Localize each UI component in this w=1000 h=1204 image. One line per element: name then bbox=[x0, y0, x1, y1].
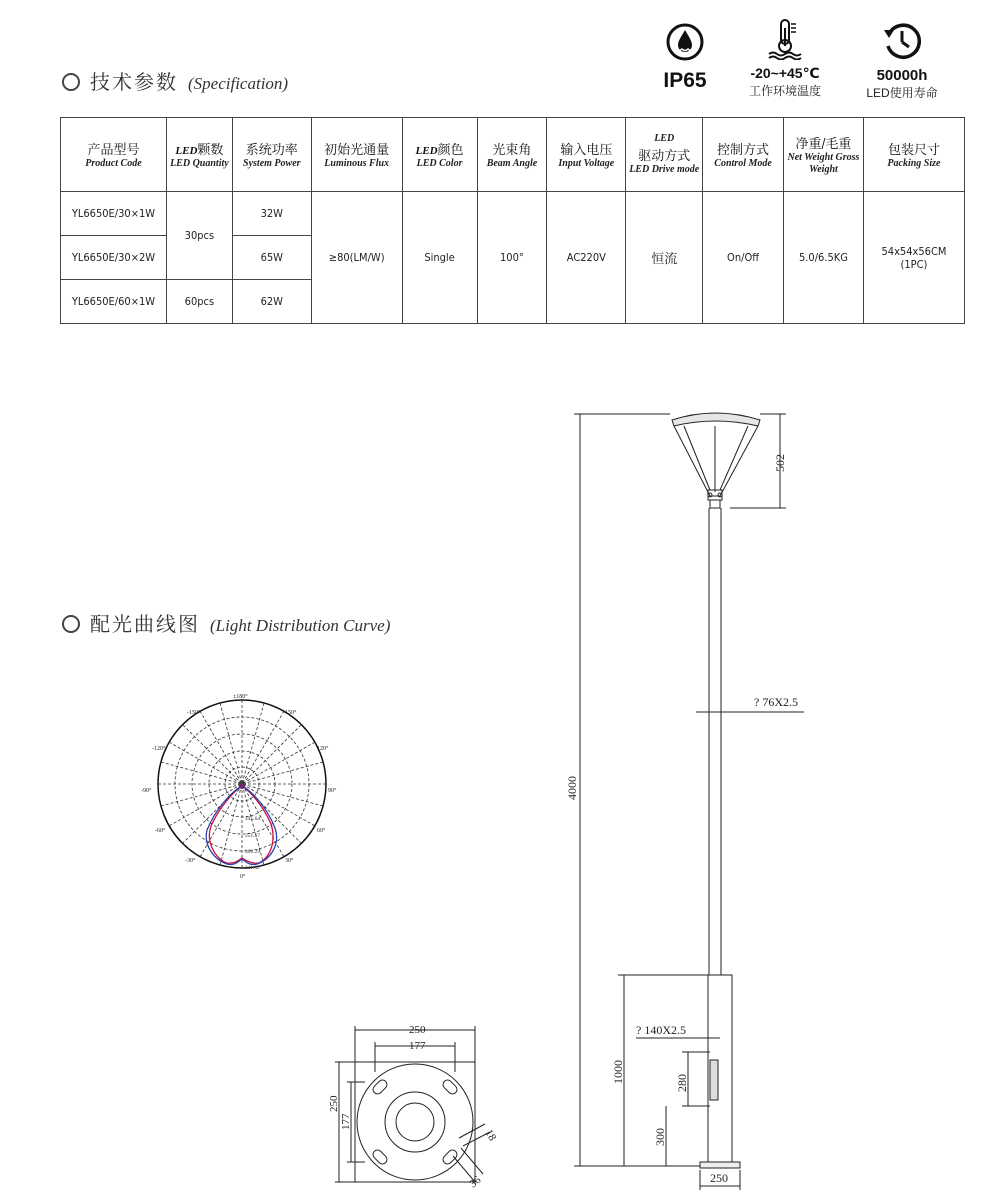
dim-upper-pipe: ? 76X2.5 bbox=[754, 695, 798, 709]
cell-product-code: YL6650E/30×1W bbox=[61, 192, 167, 236]
cell-drive: 恒流 bbox=[626, 192, 703, 324]
cell-control: On/Off bbox=[703, 192, 784, 324]
heading-circle-icon bbox=[62, 73, 80, 91]
cell-power: 62W bbox=[232, 280, 311, 324]
life-badge bbox=[852, 20, 952, 101]
dim-door-height: 280 bbox=[675, 1074, 689, 1092]
cell-flux: ≥80(LM/W) bbox=[311, 192, 402, 324]
curve-heading-en: (Light Distribution Curve) bbox=[210, 616, 391, 635]
header-input-voltage: 输入电压 Input Voltage bbox=[547, 118, 626, 192]
light-distribution-curve bbox=[135, 688, 345, 888]
pole-drawing bbox=[560, 400, 820, 1200]
dim-door-offset: 300 bbox=[653, 1128, 667, 1146]
curve-origin bbox=[239, 783, 245, 789]
header-weight: 净重/毛重 Net Weight Gross Weight bbox=[784, 118, 864, 192]
ip-rating: IP65 bbox=[663, 69, 707, 92]
dim-hole: 18 bbox=[482, 1127, 499, 1144]
ip-badge bbox=[650, 22, 720, 93]
header-led-quantity: LED颗数 LED Quantity bbox=[166, 118, 232, 192]
dim-head-height: 502 bbox=[773, 454, 787, 472]
table-row bbox=[61, 192, 965, 236]
angle-label: ±180° bbox=[233, 694, 248, 700]
angle-label: 90° bbox=[328, 788, 337, 794]
angle-label: -90° bbox=[141, 788, 152, 794]
dim-slot: 36 bbox=[467, 1174, 484, 1191]
life-hours: 50000h bbox=[876, 67, 928, 84]
clock-history-icon bbox=[881, 20, 923, 62]
cell-packing: 54x54x56CM (1PC) bbox=[863, 192, 964, 324]
temp-range: -20~+45℃ bbox=[750, 65, 820, 81]
spec-heading bbox=[62, 66, 288, 95]
curve-heading-cn: 配光曲线图 bbox=[90, 612, 200, 636]
ring-label: 251.57 bbox=[245, 833, 261, 839]
dim-base-width: 250 bbox=[710, 1171, 728, 1185]
dim-outer-height: 250 bbox=[328, 1095, 340, 1112]
angle-label: 150° bbox=[285, 710, 297, 716]
angle-label: -120° bbox=[152, 746, 166, 752]
spec-heading-cn: 技术参数 bbox=[90, 70, 178, 94]
cell-quantity: 30pcs bbox=[166, 192, 232, 280]
cell-weight: 5.0/6.5KG bbox=[784, 192, 864, 324]
angle-label: 60° bbox=[317, 828, 326, 834]
dim-inner-height: 177 bbox=[340, 1113, 352, 1130]
angle-label: 30° bbox=[285, 858, 294, 864]
header-drive-mode: LED 驱动方式 LED Drive mode bbox=[626, 118, 703, 192]
dim-outer-width: 250 bbox=[409, 1024, 426, 1036]
cell-beam-angle: 100° bbox=[477, 192, 547, 324]
header-control-mode: 控制方式 Control Mode bbox=[703, 118, 784, 192]
dim-lower-height: 1000 bbox=[611, 1060, 625, 1084]
header-system-power: 系统功率 System Power bbox=[232, 118, 311, 192]
dim-total-height: 4000 bbox=[565, 776, 579, 800]
curve-heading bbox=[62, 608, 390, 637]
temp-badge bbox=[735, 18, 835, 99]
header-luminous-flux: 初始光通量 Luminous Flux bbox=[311, 118, 402, 192]
ring-label: 311.82 bbox=[245, 865, 260, 871]
ring-label: 300.29 bbox=[245, 849, 261, 855]
angle-label: -150° bbox=[187, 710, 201, 716]
cell-quantity: 60pcs bbox=[166, 280, 232, 324]
table-header-row bbox=[61, 118, 965, 192]
waterproof-icon bbox=[665, 22, 705, 62]
cell-power: 65W bbox=[232, 236, 311, 280]
base-plate-drawing bbox=[325, 1020, 515, 1200]
thermometer-icon bbox=[763, 18, 807, 60]
spec-heading-en: (Specification) bbox=[188, 74, 289, 93]
dim-lower-pipe: ? 140X2.5 bbox=[636, 1023, 686, 1037]
dim-inner-width: 177 bbox=[409, 1040, 426, 1052]
ring-label: 445.64 bbox=[245, 816, 261, 822]
life-label: LED使用寿命 bbox=[866, 86, 938, 100]
temp-label: 工作环境温度 bbox=[748, 84, 821, 98]
spec-table bbox=[60, 117, 965, 324]
header-packing-size: 包装尺寸 Packing Size bbox=[863, 118, 964, 192]
header-led-color: LED颜色 LED Color bbox=[402, 118, 477, 192]
header-beam-angle: 光束角 Beam Angle bbox=[477, 118, 547, 192]
cell-power: 32W bbox=[232, 192, 311, 236]
cell-color: Single bbox=[402, 192, 477, 324]
angle-label: 0° bbox=[240, 874, 246, 880]
cell-product-code: YL6650E/60×1W bbox=[61, 280, 167, 324]
angle-label: -30° bbox=[185, 858, 196, 864]
angle-label: -60° bbox=[155, 828, 166, 834]
angle-label: 120° bbox=[317, 746, 329, 752]
header-product-code: 产品型号 Product Code bbox=[61, 118, 167, 192]
cell-voltage: AC220V bbox=[547, 192, 626, 324]
cell-product-code: YL6650E/30×2W bbox=[61, 236, 167, 280]
heading-circle-icon bbox=[62, 615, 80, 633]
